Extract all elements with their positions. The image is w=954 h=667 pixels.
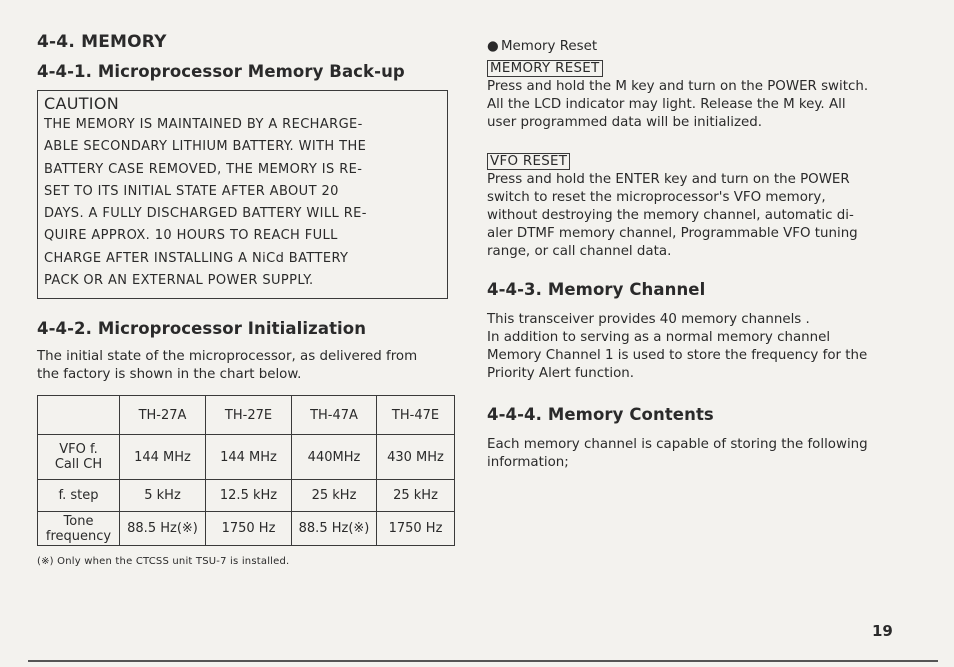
table-cell: 25 kHz xyxy=(377,480,455,512)
right-column xyxy=(487,38,903,472)
init-text: The initial state of the microprocessor, as delivered from the factory is shown in the chart below. xyxy=(37,349,418,383)
table-row-label: f. step xyxy=(38,480,120,512)
bullet-dot-icon: ● xyxy=(487,39,499,54)
table-cell: 88.5 Hz(※) xyxy=(292,512,377,546)
memory-reset-label: MEMORY RESET xyxy=(487,60,603,77)
table-header-cell: TH-27E xyxy=(206,396,292,435)
contents-text: Each memory channel is capable of storing the following information; xyxy=(487,437,868,470)
table-header-row xyxy=(38,396,455,435)
table-header-cell: TH-27A xyxy=(120,396,206,435)
vfo-reset-label: VFO RESET xyxy=(487,153,570,170)
page-number: 19 xyxy=(872,622,893,640)
table-cell: 1750 Hz xyxy=(377,512,455,546)
reset-bullet xyxy=(487,38,903,55)
caution-title: CAUTION xyxy=(44,94,119,113)
table-cell: 12.5 kHz xyxy=(206,480,292,512)
table-row-label: Tone frequency xyxy=(38,512,120,546)
table-cell: 88.5 Hz(※) xyxy=(120,512,206,546)
footnote: (※) Only when the CTCSS unit TSU-7 is installed. xyxy=(37,556,290,568)
table-row xyxy=(38,480,455,512)
table-header-cell: TH-47E xyxy=(377,396,455,435)
table-header-cell: TH-47A xyxy=(292,396,377,435)
caution-text: THE MEMORY IS MAINTAINED BY A RECHARGE- ABLE SECONDARY LITHIUM BATTERY. WITH THE BATTERY CASE REMOVED, THE MEMORY IS RE- SET TO ITS INITIAL STATE AFTER ABOUT 20 DAYS. A FULLY DISCHARGED BATTERY WILL RE- QUIRE APPROX. 10 HOURS TO REACH FULL CHARGE AFTER INSTALLING A NiCd BATTERY PACK OR AN EXTERNAL POWER SUPPLY. xyxy=(44,117,367,289)
table-cell: 440MHz xyxy=(292,435,377,480)
vfo-reset-text: Press and hold the ENTER key and turn on the POWER switch to reset the microprocessor's VFO memory, without destroying the memory channel, automatic di- aler DTMF memory channel, Programmable VFO tuning range, or call channel data. xyxy=(487,172,858,259)
channel-text: This transceiver provides 40 memory channels . In addition to serving as a normal memory channel Memory Channel 1 is used to store the frequency for the Priority Alert function. xyxy=(487,312,868,381)
table-row xyxy=(38,512,455,546)
left-column xyxy=(37,32,455,567)
initial-state-table xyxy=(37,395,455,546)
reset-bullet-label: Memory Reset xyxy=(501,39,598,54)
bottom-rule xyxy=(28,660,938,662)
table-row-label: VFO f. Call CH xyxy=(38,435,120,480)
backup-heading: 4-4-1. Microprocessor Memory Back-up xyxy=(37,62,405,81)
memory-reset-text: Press and hold the M key and turn on the POWER switch. All the LCD indicator may light. Release the M key. All user programmed data will be initialized. xyxy=(487,79,869,130)
table-cell: 25 kHz xyxy=(292,480,377,512)
table-cell: 5 kHz xyxy=(120,480,206,512)
section-title: 4-4. MEMORY xyxy=(37,32,167,52)
table-row xyxy=(38,435,455,480)
channel-heading: 4-4-3. Memory Channel xyxy=(487,280,706,299)
caution-box xyxy=(37,90,448,299)
table-cell: 1750 Hz xyxy=(206,512,292,546)
table-header-cell xyxy=(38,396,120,435)
contents-heading: 4-4-4. Memory Contents xyxy=(487,405,714,424)
table-cell: 144 MHz xyxy=(120,435,206,480)
init-heading: 4-4-2. Microprocessor Initialization xyxy=(37,319,367,339)
table-cell: 430 MHz xyxy=(377,435,455,480)
table-cell: 144 MHz xyxy=(206,435,292,480)
